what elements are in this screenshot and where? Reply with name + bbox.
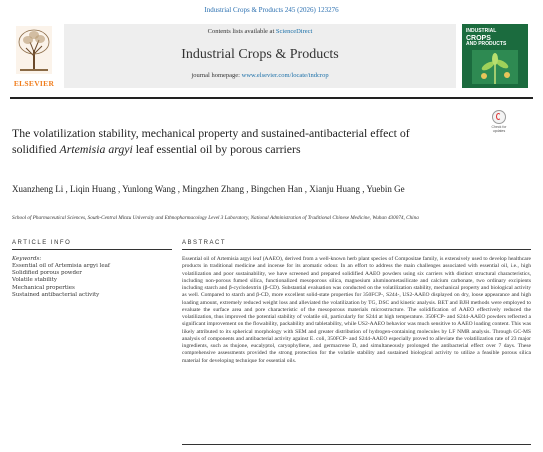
cover-line-2: CROPS bbox=[466, 34, 491, 42]
contents-prefix: Contents lists available at bbox=[207, 28, 276, 35]
title-part-2: leaf essential oil by porous carriers bbox=[132, 141, 301, 156]
keyword-item[interactable]: Volatile stability bbox=[12, 277, 57, 284]
abstract-rule bbox=[182, 249, 531, 250]
journal-reference[interactable]: Industrial Crops & Products 245 (2026) 123276 bbox=[204, 6, 339, 14]
keywords-label: Keywords: bbox=[12, 256, 42, 262]
journal-cover-thumbnail[interactable] bbox=[462, 24, 528, 88]
cover-plant-image bbox=[472, 50, 518, 84]
check-for-updates-button[interactable] bbox=[488, 110, 510, 136]
article-title bbox=[12, 126, 452, 157]
journal-title: Industrial Crops & Products bbox=[181, 47, 339, 62]
tree-icon bbox=[16, 26, 52, 74]
keyword-item[interactable]: Mechanical properties bbox=[12, 284, 75, 291]
keyword-item[interactable]: Essential oil of Artemisia argyi leaf bbox=[12, 263, 110, 269]
homepage-prefix: journal homepage: bbox=[191, 72, 242, 79]
check-updates-label: Check for updates bbox=[491, 125, 507, 133]
abstract-heading: ABSTRACT bbox=[182, 240, 227, 246]
cover-title bbox=[466, 29, 506, 48]
journal-masthead bbox=[10, 24, 533, 94]
affiliation: School of Pharmaceutical Sciences, South-Central Minzu University and Ethnopharmacology Level 3 Laboratory, National Administration of Traditional Chinese Medicine, Wuhan 430074, China bbox=[12, 215, 419, 221]
keyword-item[interactable]: Solidified porous powder bbox=[12, 270, 82, 277]
title-species: Artemisia argyi bbox=[59, 141, 133, 156]
publisher-name: ELSEVIER bbox=[13, 79, 55, 88]
cover-line-3: AND PRODUCTS bbox=[466, 41, 507, 48]
abstract-bottom-rule bbox=[182, 444, 531, 445]
article-info-heading: ARTICLE INFO bbox=[12, 240, 72, 246]
cover-line-1: INDUSTRIAL bbox=[466, 28, 497, 34]
author-list[interactable]: Xuanzheng Li , Liqin Huang , Yunlong Wang , Mingzhen Zhang , Bingchen Han , Xianju Huang , Yuebin Ge bbox=[12, 184, 405, 194]
article-info-rule bbox=[12, 249, 172, 250]
header-divider bbox=[10, 97, 533, 99]
keywords-list bbox=[12, 263, 162, 299]
keyword-item[interactable]: Sustained antibacterial activity bbox=[12, 291, 100, 298]
contents-line bbox=[64, 28, 456, 35]
sciencedirect-link[interactable]: ScienceDirect bbox=[275, 28, 313, 35]
title-part-1: The volatilization stability, mechanical property and sustained-antibacterial effect of solidified bbox=[12, 126, 410, 156]
check-updates-icon bbox=[492, 110, 506, 124]
homepage-line bbox=[64, 72, 456, 79]
elsevier-logo[interactable] bbox=[10, 24, 58, 88]
abstract-text: Essential oil of Artemisia argyi leaf (AAEO), derived from a well-known herb plant species of Compositae family, is extensively used to develop healthcare products in traditional medicine and incense for its aromatic odour. In an effort to address the main challenges associated with essential oil, i.e., high volatilization and poor sustainability, we have screened and prepared solidified AAEO powders using six carriers with distinct structural characteristics, including non-porous fumed silica, functionalized mesoporous silica, magnesium aluminometasilicate and calcium carbonate, two ordinary excipients including starch and β-cyclodextrin (β-CD). Substantial evaluation was conducted on the volatilization stability, mechanical property and biological activity as well. Compared to starch and β-CD, more excellent solid-state properties for 350FCP-, S244-, US2-AAEO displayed on dry, loose appearance and high loading amount, extremely reduced weight loss and alleviated the volatilization by TG, DSC and kinetic analysis. BET and BJH methods were employed to evaluate the surface area and pore characteristic of the mesoporous materials microstructure. The solidification of AAEO effectively reduced the volatilization, thus improved the potential stability of volatile oil, particularly for S244 at high temperature. 350FCP- and S244-AAEO powders reflected a significant improvement on the flowability, packability and tabletability, while US2-AAEO behavior was much sensitive to AAEO loading content. This was likely attributed to its spherical morphology with SEM and greater distribution of hydrogen-containing molecules by LF NMR analysis. Through GC-MS analysis of components and antibacterial activity against E. coli, 350FCP- and S244-AAEO especially proved to alleviate the volatilization rate of 23 major ingredients, such as thujone, eucalyptol, caryophyllene, and germacrene D, and simultaneously prolonged the antibacterial effect over 7 days. These comprehensive assessments provided the strong protection for the volatile stability and sustained biological activity to utilize a feasible porous silica material for developing technique for essential oils. bbox=[182, 256, 531, 364]
journal-homepage-link[interactable]: www.elsevier.com/locate/indcrop bbox=[241, 72, 329, 79]
journal-banner bbox=[64, 24, 456, 88]
